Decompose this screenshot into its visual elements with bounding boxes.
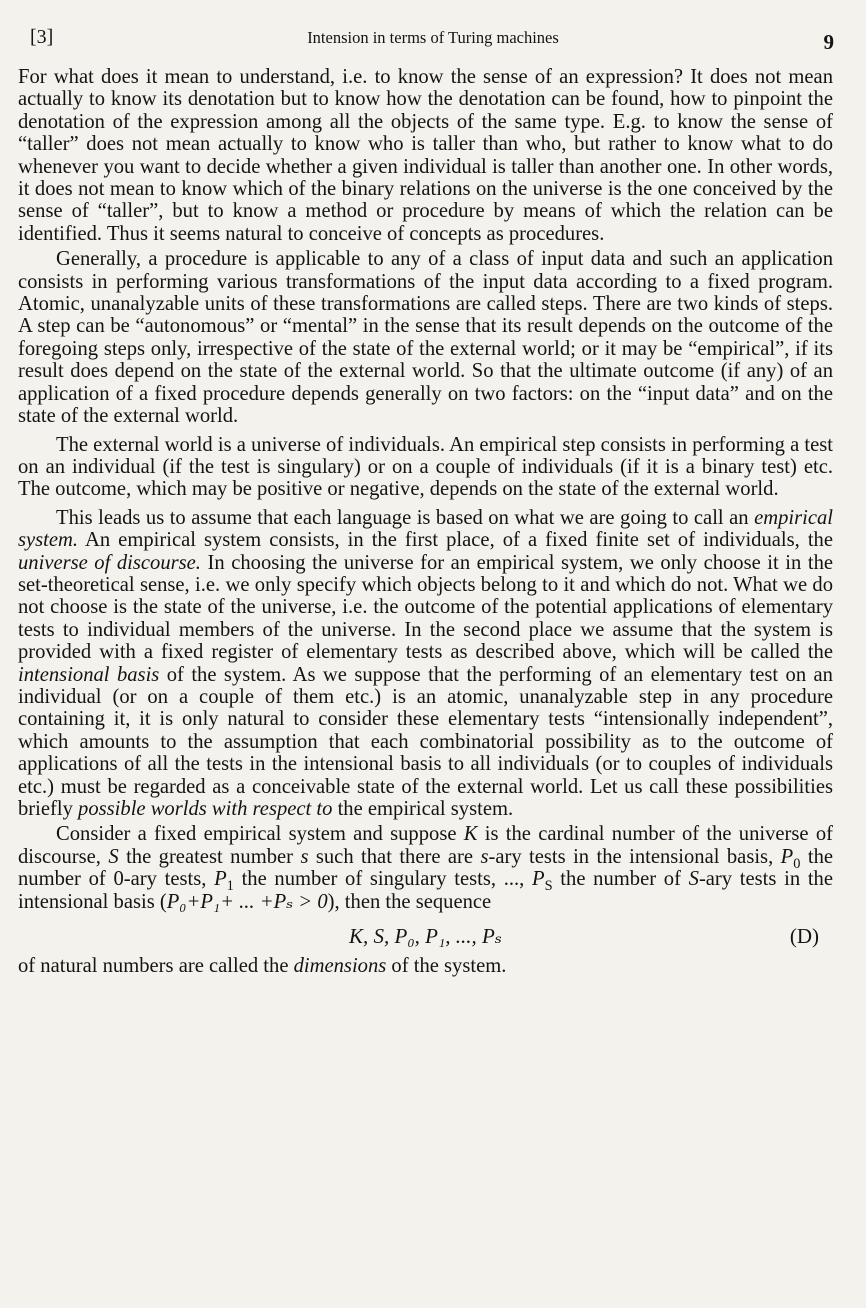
text-run: is the cardinal number of the universe of discourse, (18, 823, 833, 868)
math-var: s (480, 845, 489, 868)
text-run: -ary tests in the intensional basis, (488, 845, 781, 868)
equation-D (18, 921, 833, 951)
text-run: the number of singulary tests, ..., (233, 868, 532, 891)
paragraph-5 (18, 823, 833, 913)
body-text (18, 66, 833, 980)
text-run: of the system. As we suppose that the performing of an elementary test on an individual (or on a couple of them etc.) is an atomic, unanalyzable step in any procedure containing it, it is only natural to consider these elementary tests “intensionally independent”, which amounts to the assumption that each combinatorial possibility as to the outcome of applications of all the tests in the intensional basis to all individuals (or to couples of individuals etc.) must be regarded as a conceivable state of the external world. Let us call these possibilities briefly (18, 663, 833, 820)
paragraph-final (18, 955, 833, 977)
math-subscript: 0 (793, 855, 801, 872)
text-run: This leads us to assume that each language is based on what we are going to call an (56, 506, 755, 529)
math-condition: P₀+P₁+ ... +Pₛ > 0 (166, 890, 328, 913)
term-intensional-basis: intensional basis (18, 663, 160, 686)
text-run: ), then the sequence (327, 890, 492, 913)
text-run: In choosing the universe for an empirical system, we only choose it in the set-theoretical sense, i.e. we only specify which objects belong to it and which do not. What we do not choose is the state of the universe, i.e. the outcome of the potential applications of elementary tests to individual members of the universe. In the second place we assume that the system is provided with a fixed register of elementary tests as described above, which will be called the (18, 551, 834, 664)
term-dimensions: dimensions (293, 955, 387, 978)
term-empirical-system: empirical system. (18, 506, 833, 552)
math-subscript: 1 (226, 878, 234, 895)
paragraph-3: The external world is a universe of individuals. An empirical step consists in performing a test on an individual (if the test is singulary) or on a couple of individuals (if it is a binary test) etc. The outcome, which may be positive or negative, depends on the state of the external world. (18, 433, 833, 501)
term-possible-worlds: possible worlds with respect to (78, 798, 333, 820)
section-marker: [3] (30, 26, 54, 48)
equation-label: (D) (789, 924, 819, 949)
text-run: -ary tests in the intensional basis ( (18, 868, 833, 913)
term-universe-of-discourse: universe of discourse. (18, 551, 201, 574)
text-run: An empirical system consists, in the first place, of a fixed finite set of individuals, the (78, 529, 833, 552)
text-run: the greatest number (118, 845, 301, 868)
text-run: of the system. (386, 955, 507, 978)
page-number: 9 (823, 30, 834, 54)
text-run: the empirical system. (332, 798, 514, 820)
paragraph-2: Generally, a procedure is applicable to any of a class of input data and such an application consists in performing various transformations of the input data according to a fixed program. Atomic, unanalyzable units of these transformations are called steps. There are two kinds of steps. A step can be “autonomous” or “mental” in the sense that its result depends on the outcome of the foregoing steps only, irrespective of the state of the external world; or it may be “empirical”, if its result does depend on the state of the external world. So that the ultimate outcome (if any) of an application of a fixed procedure depends generally on two factors: on the “input data” and on the state of the external world. (18, 248, 833, 428)
math-var: S (688, 868, 699, 891)
math-subscript: S (544, 878, 553, 895)
math-var: P (780, 845, 794, 868)
math-var: P (214, 868, 227, 891)
equation-expression: K, S, P₀, P₁, ..., Pₛ (349, 924, 502, 949)
math-var: s (300, 845, 309, 868)
text-run: such that there are (308, 845, 481, 868)
paragraph-1: For what does it mean to understand, i.e. to know the sense of an expression? It does not mean actually to know its denotation but to know how the denotation can be found, how to pinpoint the denotation of the expression among all the objects of the same type. E.g. to know the sense of “taller” does not mean actually to know who is taller than who, but rather to know what to do whenever you want to decide whether a given individual is taller than another one. In other words, it does not mean to know which of the binary relations on the universe is the one conceived by the sense of “taller”, but to know a method or procedure by means of which the relation can be identified. Thus it seems natural to conceive of concepts as procedures. (18, 66, 833, 245)
math-var: S (108, 845, 119, 868)
text-run: the number of (552, 868, 689, 891)
running-title: Intension in terms of Turing machines (307, 28, 559, 47)
paragraph-4 (18, 507, 833, 821)
running-header (0, 26, 866, 56)
text-run: Consider a fixed empirical system and suppose (56, 823, 464, 846)
math-var: K (463, 823, 478, 846)
math-var: P (532, 868, 545, 891)
text-run: the number of 0-ary tests, (18, 845, 834, 891)
text-run: of natural numbers are called the (18, 955, 294, 978)
